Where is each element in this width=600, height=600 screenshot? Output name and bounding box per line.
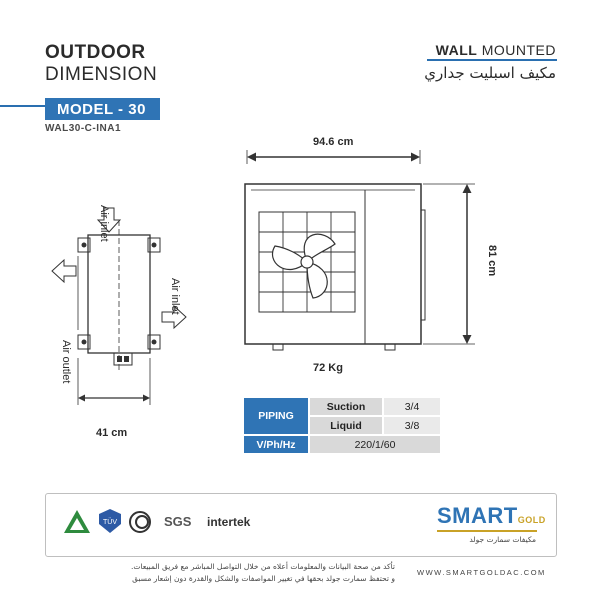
model-badge (45, 98, 160, 120)
arabic-title: مكيف اسبليت جداري (424, 64, 556, 82)
air-inlet-top-label: Air inlet (98, 205, 110, 242)
liquid-value: 3/8 (383, 416, 441, 435)
air-inlet-right-label: Air inlet (169, 278, 181, 315)
model-label: MODEL - 30 (57, 100, 146, 118)
disclaimer-line-1: تأكد من صحة البيانات والمعلومات أعلاه من خلال التواصل المباشر مع فريق المبيعات. (131, 562, 395, 571)
spec-table (242, 396, 442, 455)
cb-icon (128, 510, 154, 534)
liquid-label: Liquid (309, 416, 383, 435)
page-title: OUTDOOR (45, 42, 146, 63)
intertek-logo: intertek (207, 515, 251, 529)
piping-label: PIPING (243, 397, 309, 435)
brand-suffix: GOLD (517, 515, 546, 525)
tuv-text: TÜV (103, 519, 117, 526)
brand-arabic: مكيفات سمارت جولد (469, 535, 536, 544)
brand-logo (437, 503, 546, 529)
front-unit-body (245, 184, 421, 344)
unit-type-bold: WALL (435, 42, 478, 58)
website-url[interactable]: WWW.SMARTGOLDAC.COM (417, 568, 546, 577)
front-view-diagram (235, 150, 505, 360)
disclaimer-line-2: و تحتفظ سمارت جولد بحقها في تغيير المواصفات والشكل والقدرة دون إشعار مسبق (132, 574, 395, 583)
power-value: 220/1/60 (309, 435, 441, 454)
width-label: 94.6 cm (313, 136, 354, 148)
sgs-logo: SGS (164, 514, 192, 529)
unit-type (436, 42, 556, 58)
page-subtitle: DIMENSION (45, 64, 158, 85)
suction-label: Suction (309, 397, 383, 416)
fan-icon (273, 234, 335, 298)
table-row (243, 435, 441, 454)
model-code: WAL30-C-INA1 (45, 123, 122, 134)
brand-underline (437, 530, 537, 532)
outlet-arrow-icon (52, 260, 76, 282)
weight-label: 72 Kg (313, 362, 343, 374)
depth-label: 41 cm (96, 427, 128, 439)
header-right-rule (427, 59, 557, 61)
tuv-icon (98, 508, 122, 534)
brand-name: SMART (437, 503, 518, 528)
unit-type-rest: MOUNTED (477, 42, 556, 58)
saso-icon (62, 508, 92, 536)
height-label: 81 cm (486, 245, 498, 277)
power-label: V/Ph/Hz (243, 435, 309, 454)
air-outlet-label: Air outlet (60, 340, 72, 384)
table-row (243, 397, 441, 416)
suction-value: 3/4 (383, 397, 441, 416)
